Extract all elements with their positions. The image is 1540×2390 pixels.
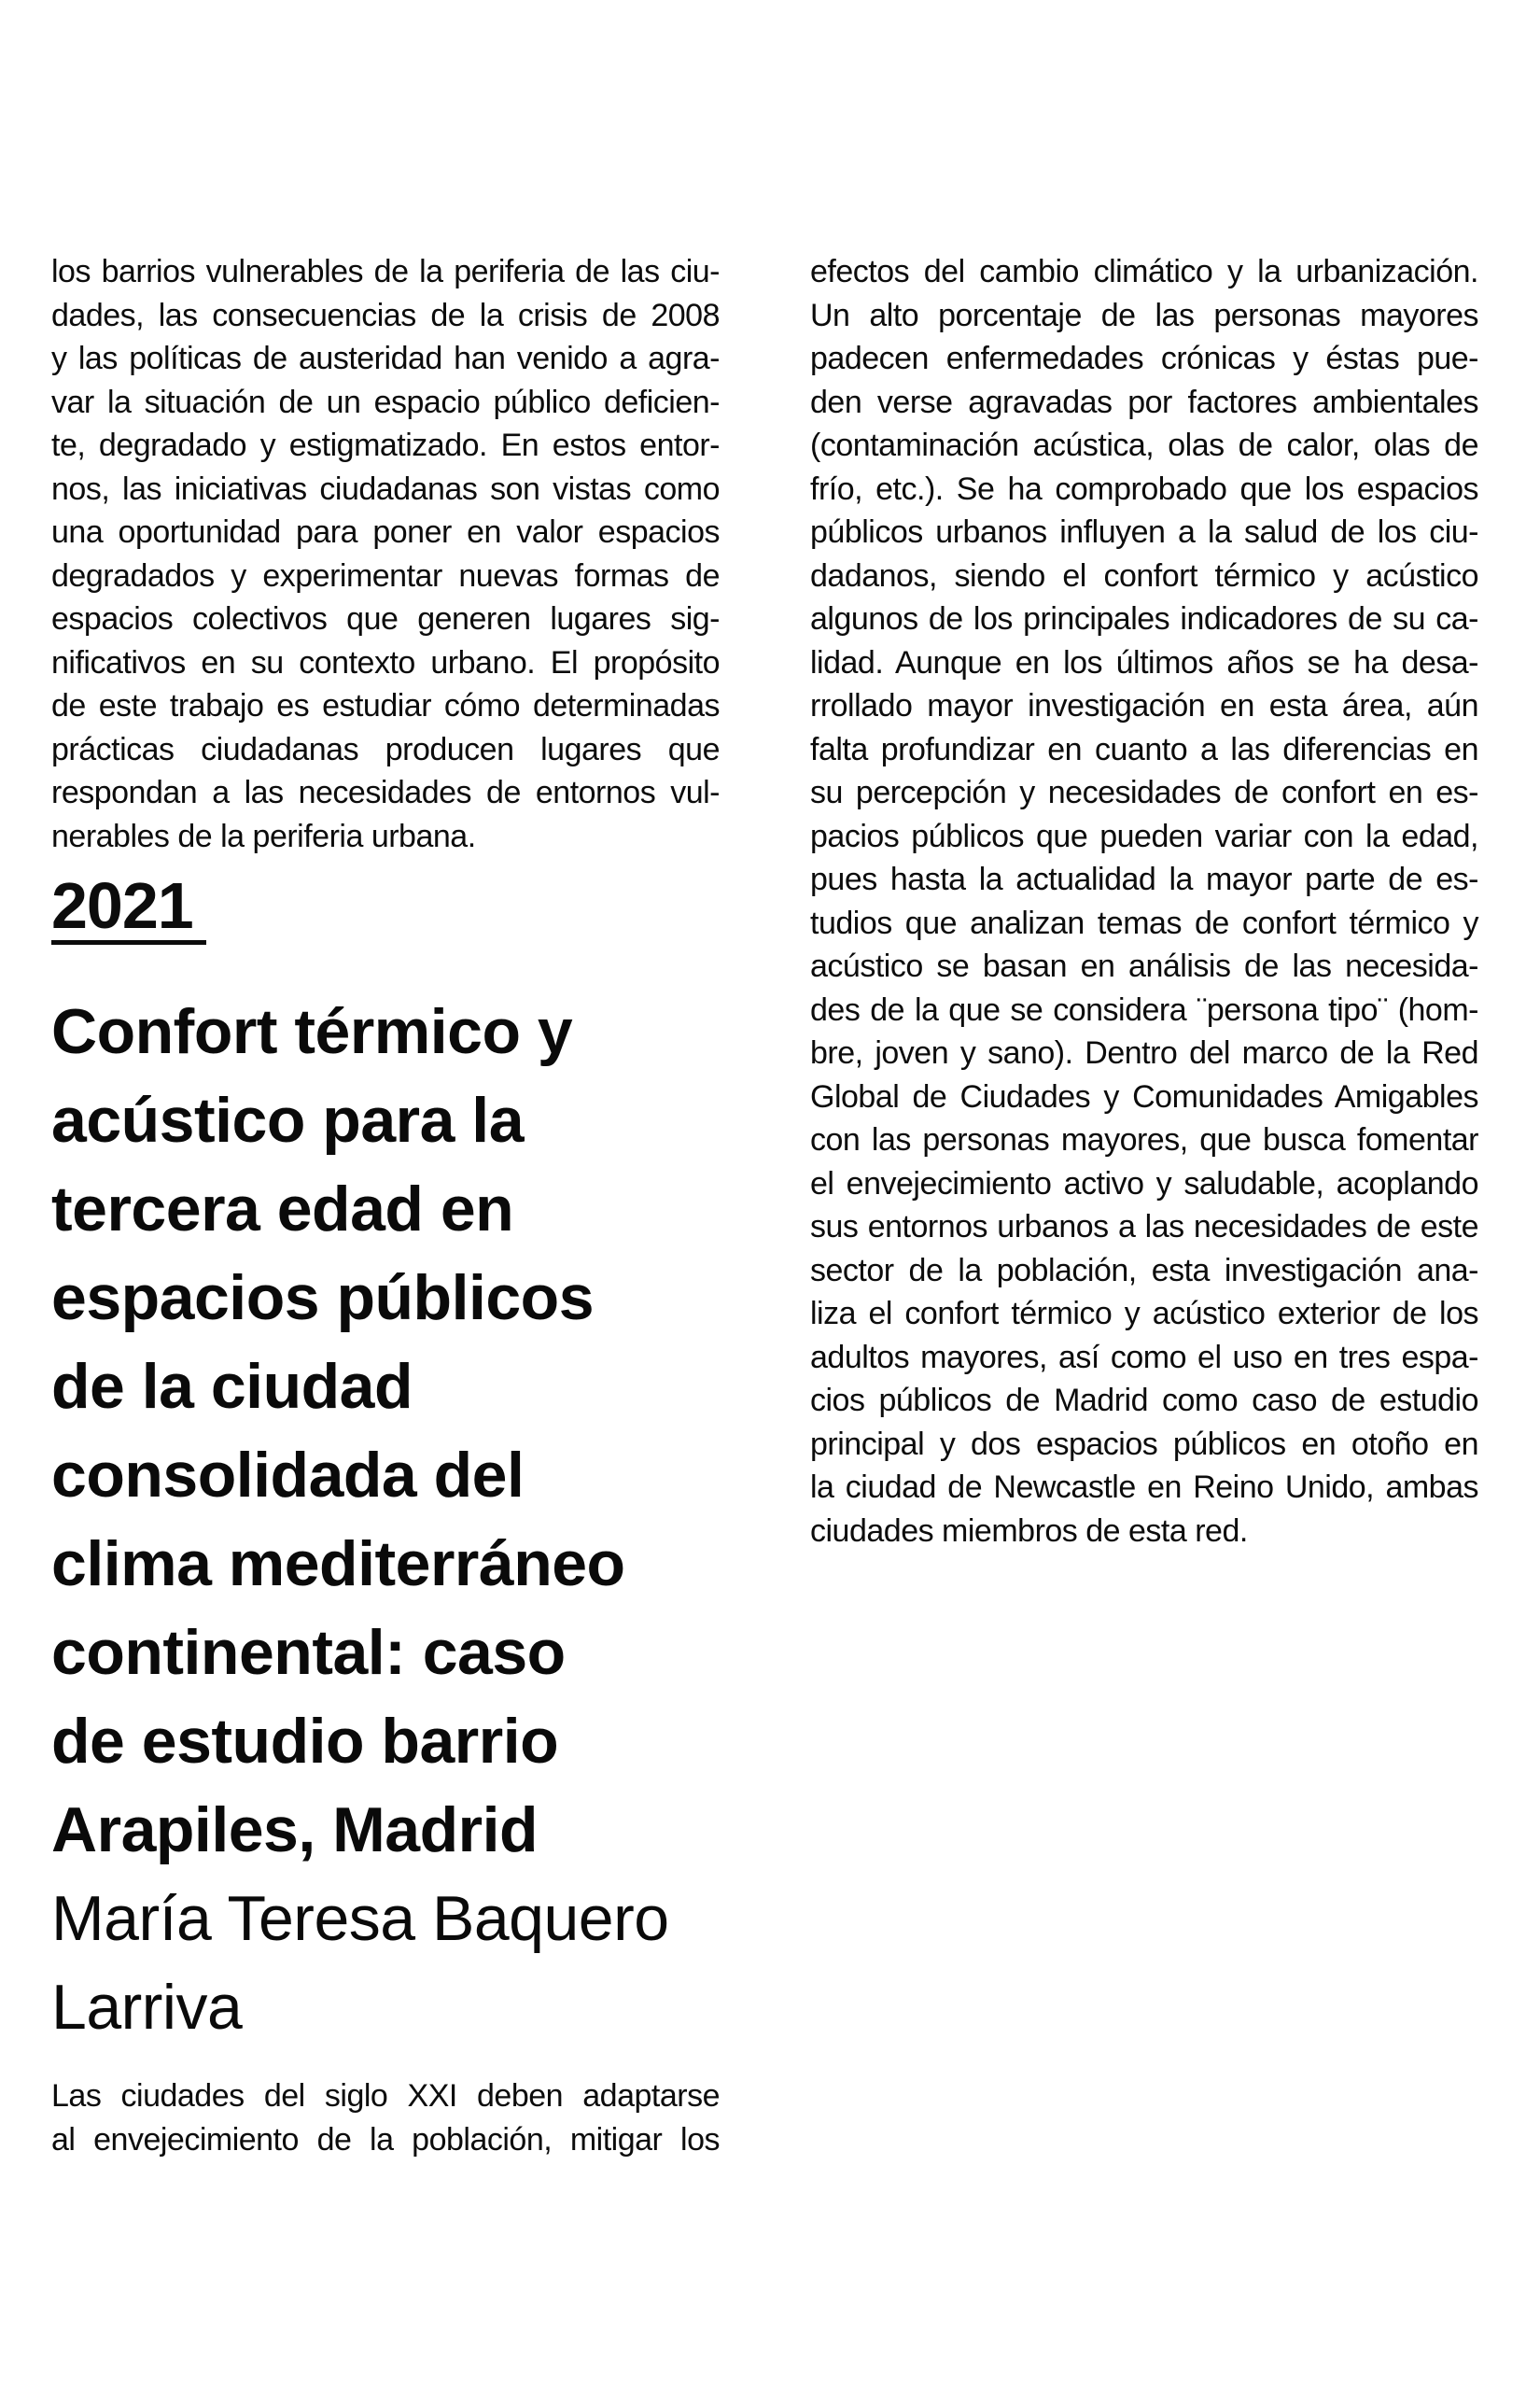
text-line: de este trabajo es estudiar cómo determinadas	[51, 688, 720, 724]
text-line: Larriva	[51, 1972, 243, 2043]
text-line: y las políticas de austeridad han venido a agra-	[51, 341, 720, 376]
text-line: consolidada del	[51, 1440, 525, 1511]
text-line: degradados y experimentar nuevas formas de	[51, 557, 720, 594]
abstract-paragraph-continued	[810, 250, 1478, 1553]
text-line: al envejecimiento de la población, mitigar los	[51, 2121, 720, 2158]
text-line: frío, etc.). Se ha comprobado que los espacios	[810, 471, 1478, 507]
text-line: dadanos, siendo el confort térmico y acústico	[810, 557, 1478, 594]
text-line: el envejecimiento activo y saludable, acoplando	[810, 1165, 1478, 1202]
author-name	[51, 1875, 720, 2052]
text-line: de la ciudad	[51, 1351, 413, 1422]
text-line: efectos del cambio climático y la urbanización.	[810, 254, 1478, 289]
text-line: adultos mayores, así como el uso en tres espa-	[810, 1339, 1478, 1375]
text-line: acústico se basan en análisis de las necesida-	[810, 949, 1478, 984]
text-line: una oportunidad para poner en valor espacios	[51, 514, 720, 550]
text-line: acústico para la	[51, 1085, 525, 1156]
text-line: den verse agravadas por factores ambientales	[810, 384, 1478, 420]
right-column	[810, 250, 1478, 1553]
text-line: cios públicos de Madrid como caso de estudio	[810, 1383, 1478, 1418]
year-text: 2021	[51, 879, 206, 945]
text-line: públicos urbanos influyen a la salud de los ciu-	[810, 514, 1478, 550]
text-line: ciudades miembros de esta red.	[810, 1512, 1248, 1549]
text-line: var la situación de un espacio público deficien-	[51, 384, 720, 420]
article-title	[51, 988, 720, 1875]
text-line: su percepción y necesidades de confort en es-	[810, 775, 1478, 810]
text-line: sus entornos urbanos a las necesidades de este	[810, 1209, 1478, 1244]
text-line: des de la que se considera ¨persona tipo¨ (hom-	[810, 991, 1478, 1028]
text-line: los barrios vulnerables de la periferia de las ciu-	[51, 254, 720, 289]
text-line: con las personas mayores, que busca fomentar	[810, 1122, 1478, 1158]
text-line: nerables de la periferia urbana.	[51, 818, 476, 854]
text-line: dades, las consecuencias de la crisis de 2008	[51, 297, 720, 333]
text-line: la ciudad de Newcastle en Reino Unido, ambas	[810, 1469, 1478, 1505]
text-line: tercera edad en	[51, 1174, 514, 1244]
year-heading	[51, 869, 720, 945]
text-line: falta profundizar en cuanto a las diferencias en	[810, 731, 1478, 767]
text-line: lidad. Aunque en los últimos años se ha desa-	[810, 644, 1478, 681]
text-line: de estudio barrio	[51, 1706, 559, 1777]
text-line: prácticas ciudadanas producen lugares que	[51, 731, 720, 767]
text-line: liza el confort térmico y acústico exterior de los	[810, 1296, 1478, 1331]
text-line: te, degradado y estigmatizado. En estos entor-	[51, 428, 720, 463]
text-line: espacios públicos	[51, 1262, 595, 1333]
text-line: rrollado mayor investigación en esta área, aún	[810, 688, 1478, 724]
text-line: algunos de los principales indicadores de su ca-	[810, 601, 1478, 637]
text-line: pacios públicos que pueden variar con la edad,	[810, 818, 1478, 854]
text-line: Un alto porcentaje de las personas mayores	[810, 297, 1478, 333]
text-line: principal y dos espacios públicos en otoño en	[810, 1426, 1478, 1462]
text-line: clima mediterráneo	[51, 1528, 625, 1599]
text-line: Confort térmico y	[51, 996, 573, 1067]
text-line: pues hasta la actualidad la mayor parte de es-	[810, 862, 1478, 897]
text-line: padecen enfermedades crónicas y éstas pue-	[810, 341, 1478, 376]
text-line: bre, joven y sano). Dentro del marco de la Red	[810, 1035, 1478, 1071]
text-line: (contaminación acústica, olas de calor, olas de	[810, 428, 1478, 463]
text-line: Global de Ciudades y Comunidades Amigables	[810, 1078, 1478, 1115]
intro-paragraph	[51, 250, 720, 858]
text-line: Las ciudades del siglo XXI deben adaptarse	[51, 2078, 720, 2114]
text-line: sector de la población, esta investigación ana-	[810, 1252, 1478, 1288]
left-column	[51, 250, 720, 2161]
text-line: nificativos en su contexto urbano. El propósito	[51, 644, 720, 681]
text-line: María Teresa Baquero	[51, 1883, 669, 1954]
text-line: espacios colectivos que generen lugares sig-	[51, 601, 720, 637]
text-line: respondan a las necesidades de entornos vul-	[51, 775, 720, 810]
text-line: nos, las iniciativas ciudadanas son vistas como	[51, 471, 720, 507]
abstract-paragraph-start	[51, 2074, 720, 2161]
text-line: tudios que analizan temas de confort térmico y	[810, 905, 1478, 941]
text-line: continental: caso	[51, 1617, 566, 1688]
text-line: Arapiles, Madrid	[51, 1794, 539, 1865]
